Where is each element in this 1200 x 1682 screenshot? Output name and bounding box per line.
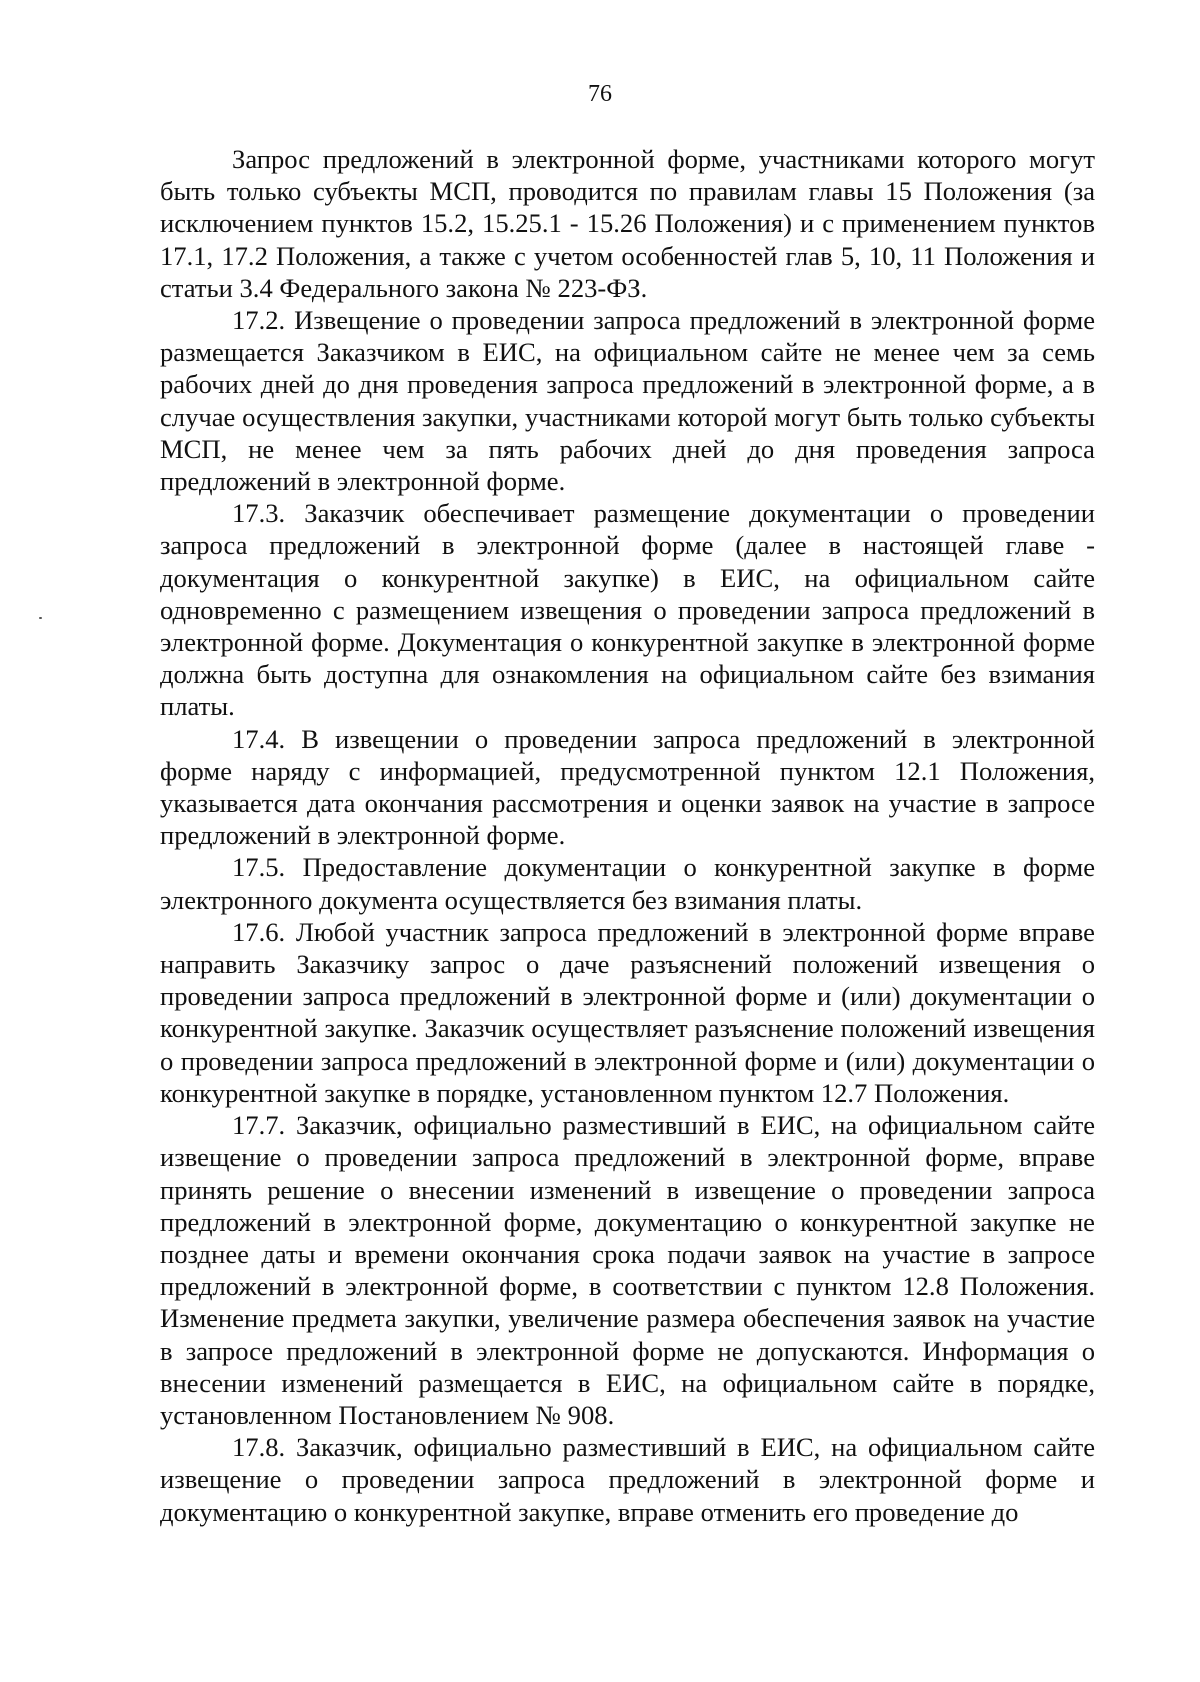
paragraph-17-1-continuation: Запрос предложений в электронной форме, участниками которого могут быть только субъекты МСП, проводится по правилам главы 15 Положения (за исключением пунктов 15.2, 15.25.1 - 15.26 Положения) и с применением пунктов 17.1, 17.2 Положения, а также с учетом особенностей глав 5, 10, 11 Положения и статьи 3.4 Федерального закона № 223-ФЗ. bbox=[160, 144, 1095, 303]
paragraph-17-2: 17.2. Извещение о проведении запроса предложений в электронной форме размещается Заказчиком в ЕИС, на официальном сайте не менее чем за семь рабочих дней до дня проведения запроса предложений в электронной форме, а в случае осуществления закупки, участниками которой могут быть только субъекты МСП, не менее чем за пять рабочих дней до дня проведения запроса предложений в электронной форме. bbox=[160, 305, 1095, 497]
paragraph-17-6: 17.6. Любой участник запроса предложений в электронной форме вправе направить Заказчику запрос о даче разъяснений положений извещения о проведении запроса предложений в электронной форме и (или) документации о конкурентной закупке. Заказчик осуществляет разъяснение положений извещения о проведении запроса предложений в электронной форме и (или) документации о конкурентной закупке в порядке, установленном пунктом 12.7 Положения. bbox=[160, 916, 1095, 1108]
document-body bbox=[160, 143, 1095, 1528]
scan-artifact-dot bbox=[39, 617, 42, 619]
paragraph-17-5: 17.5. Предоставление документации о конкурентной закупке в форме электронного документа осуществляется без взимания платы. bbox=[160, 852, 1095, 915]
paragraph-17-4: 17.4. В извещении о проведении запроса предложений в электронной форме наряду с информацией, предусмотренной пунктом 12.1 Положения, указывается дата окончания рассмотрения и оценки заявок на участие в запросе предложений в электронной форме. bbox=[160, 723, 1095, 851]
paragraph-17-8: 17.8. Заказчик, официально разместивший в ЕИС, на официальном сайте извещение о проведении запроса предложений в электронной форме и документацию о конкурентной закупке, вправе отменить его проведение до bbox=[160, 1432, 1095, 1527]
paragraph-17-3: 17.3. Заказчик обеспечивает размещение документации о проведении запроса предложений в электронной форме (далее в настоящей главе - документация о конкурентной закупке) в ЕИС, на официальном сайте одновременно с размещением извещения о проведении запроса предложений в электронной форме. Документация о конкурентной закупке в электронной форме должна быть доступна для ознакомления на официальном сайте без взимания платы. bbox=[160, 498, 1095, 722]
page-number: 76 bbox=[588, 81, 612, 107]
paragraph-17-7: 17.7. Заказчик, официально разместивший в ЕИС, на официальном сайте извещение о проведении запроса предложений в электронной форме, вправе принять решение о внесении изменений в извещение о проведении запроса предложений в электронной форме, документацию о конкурентной закупке не позднее даты и времени окончания срока подачи заявок на участие в запросе предложений в электронной форме, в соответствии с пунктом 12.8 Положения. Изменение предмета закупки, увеличение размера обеспечения заявок на участие в запросе предложений в электронной форме не допускаются. Информация о внесении изменений размещается в ЕИС, на официальном сайте в порядке, установленном Постановлением № 908. bbox=[160, 1110, 1095, 1430]
